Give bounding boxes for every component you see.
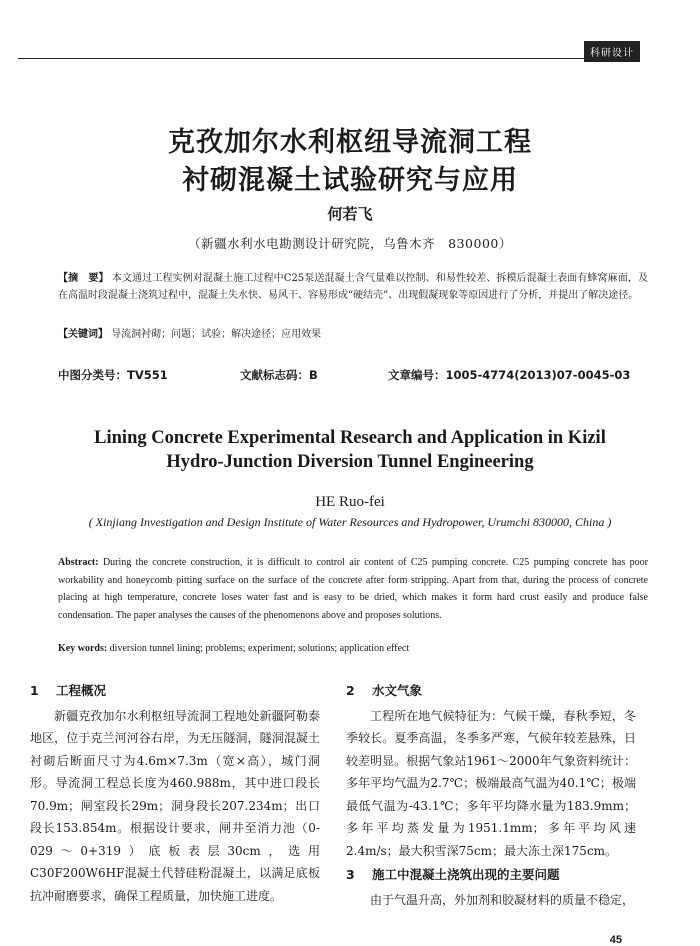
- english-affiliation: ( Xinjiang Investigation and Design Institute of Water Resources and Hydropower, Urumchi 830000, China ): [88, 515, 612, 529]
- english-keywords-text: diversion tunnel lining; problems; experiment; solutions; application effect: [107, 643, 410, 654]
- section-2-number: 2: [346, 683, 355, 698]
- right-column: [346, 680, 636, 911]
- section-3-number: 3: [346, 867, 355, 882]
- chinese-title-line-2: 衬砌混凝土试验研究与应用: [182, 165, 518, 196]
- section-1-heading: [30, 680, 320, 703]
- section-2-body: 工程所在地气候特征为：气候干燥，春秋季短，冬季较长。夏季高温，冬季多严寒，气候年较差悬殊，日较差明显。根据气象站1961～2000年气象资料统计：多年平均气温为2.7℃；极端最高气温为40.1℃；极端最低气温为-43.1℃；多年平均降水量为183.9mm；多年平均蒸发量为1951.1mm；多年平均风速2.4m/s；最大积雪深75cm；最大冻土深175cm。: [346, 708, 636, 858]
- chinese-keywords-text: 导流洞衬砌；问题；试验；解决途径；应用效果: [111, 329, 322, 340]
- english-keywords-label: Key words:: [58, 643, 108, 654]
- section-3-body: 由于气温升高，外加剂和胶凝材料的质量不稳定，: [370, 892, 635, 907]
- chinese-affiliation: （新疆水利水电勘测设计研究院，乌鲁木齐 830000）: [188, 236, 512, 251]
- english-author: HE Ruo-fei: [315, 494, 385, 510]
- left-column: [30, 680, 320, 907]
- clc-number: 中图分类号：TV551: [58, 368, 168, 382]
- chinese-keywords-label: 【关键词】: [58, 329, 108, 340]
- section-tag: 科研设计: [584, 41, 640, 62]
- chinese-keywords: [58, 327, 648, 343]
- section-1-number: 1: [30, 683, 39, 698]
- chinese-author: 何若飞: [327, 205, 373, 223]
- section-3-title: 施工中混凝土浇筑出现的主要问题: [372, 867, 560, 882]
- section-1-body: 新疆克孜加尔水利枢纽导流洞工程地处新疆阿勒泰地区，位于克兰河河谷右岸，为无压隧洞，隧洞混凝土衬砌后断面尺寸为4.6m×7.3m（宽×高），城门洞形。导流洞工程总长度为460.988m，其中进口段长70.9m；闸室段长29m；洞身段长207.234m；出口段长153.854m。根据设计要求，闸井至消力池（0-029～0+319）底板表层30cm，选用C30F200W6HF混凝土代替硅粉混凝土，以满足底板抗冲耐磨要求，确保工程质量，加快施工进度。: [30, 708, 320, 903]
- english-abstract: [58, 554, 648, 624]
- english-title-line-2: Hydro-Junction Diversion Tunnel Engineering: [166, 452, 534, 472]
- english-title-line-1: Lining Concrete Experimental Research and Application in Kizil: [94, 428, 606, 448]
- english-abstract-label: Abstract:: [58, 557, 99, 568]
- section-2-heading: [346, 680, 636, 703]
- chinese-abstract: [58, 270, 648, 304]
- section-2-title: 水文气象: [372, 683, 423, 698]
- chinese-title-line-1: 克孜加尔水利枢纽导流洞工程: [168, 127, 532, 158]
- chinese-abstract-text: 本文通过工程实例对混凝土施工过程中C25泵送混凝土含气量难以控制、和易性较差、拆模后混凝土表面有蜂窝麻面，及在高温时段混凝土浇筑过程中，混凝土失水快、易风干、容易形成“硬结壳”、出现假凝现象等原因进行了分析，并提出了解决途径。: [58, 273, 648, 301]
- section-3-heading: [346, 864, 636, 887]
- header-rule: [18, 44, 638, 59]
- article-number: 文章编号：1005-4774(2013)07-0045-03: [388, 368, 631, 382]
- chinese-abstract-label: 【摘 要】: [58, 273, 109, 284]
- english-abstract-text: During the concrete construction, it is difficult to control air content of C25 pumping concrete. C25 pumping concrete has poor workability and honeycomb pitting surface on the surface of the concrete after form stripping. Apart from that, during the process of concrete placing at high temperature, concrete loses water fast and is easy to be dried, which makes it form hard crust easily and produce false condensation. The paper analyses the causes of the phenomenons above and proposes solutions.: [58, 557, 648, 621]
- document-code: 文献标志码：B: [240, 368, 318, 382]
- english-keywords: [58, 643, 648, 654]
- page-number: 45: [609, 934, 622, 946]
- section-1-title: 工程概况: [56, 683, 107, 698]
